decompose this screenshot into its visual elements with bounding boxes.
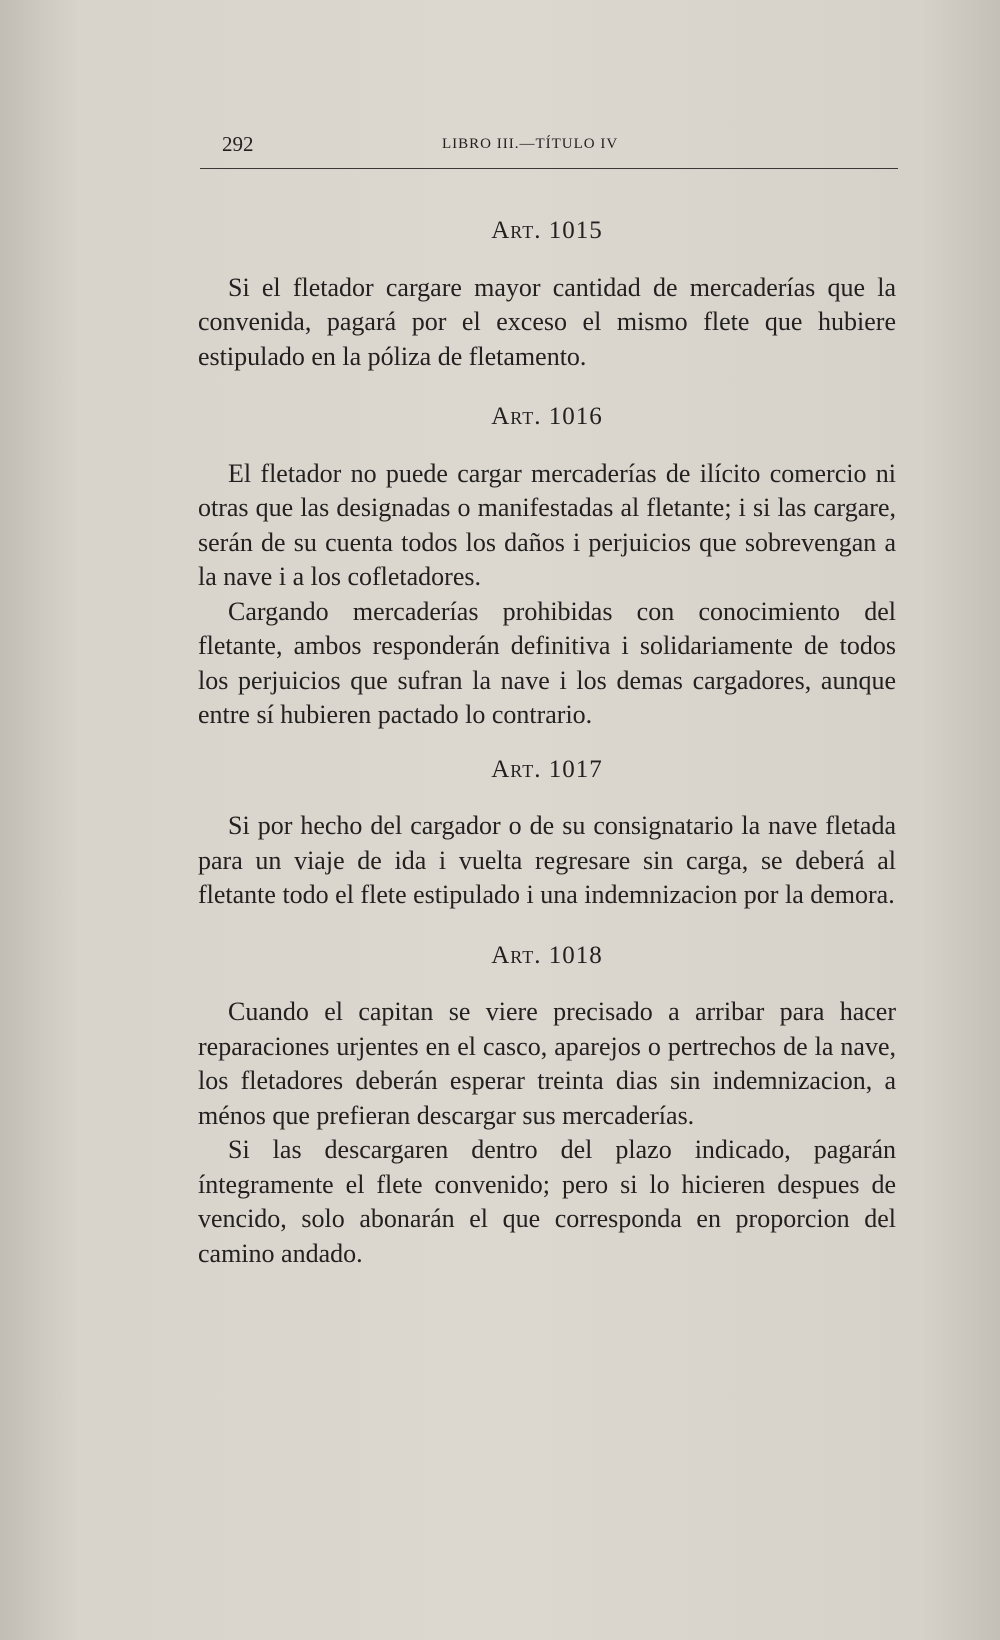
article-heading: Art. 1015 bbox=[491, 217, 603, 244]
article-paragraph: Si las descargaren dentro del plazo indicado, pagarán íntegramente el flete convenido; pero si lo hicieren despues de vencido, solo abonarán el que corresponda en proporcion del camino andado. bbox=[198, 1135, 896, 1268]
article-heading: Art. 1017 bbox=[491, 755, 603, 783]
article-paragraph: Si el fletador cargare mayor cantidad de mercaderías que la convenida, pagará por el exceso el mismo flete que hubiere estipulado en la póliza de fletamento. bbox=[198, 272, 896, 371]
article-paragraph: Cuando el capitan se viere precisado a arribar para hacer reparaciones urjentes en el casco, aparejos o pertrechos de la nave, los fletadores deberán esperar treinta dias sin indemnizacion, a ménos que prefieran descargar sus mercaderías. bbox=[198, 997, 896, 1130]
article-heading: Art. 1016 bbox=[491, 403, 603, 430]
page-body bbox=[198, 214, 896, 1271]
article-paragraph: Cargando mercaderías prohibidas con conocimiento del fletante, ambos responderán definitiva i solidariamente de todos los perjuicios que sufran la nave i los demas cargadores, aunque entre sí hubieren pactado lo contrario. bbox=[198, 596, 896, 729]
article-paragraph: Si por hecho del cargador o de su consignatario la nave fletada para un viaje de ida i vuelta regresare sin carga, se deberá al fletante todo el flete estipulado i una indemnizacion por la demora. bbox=[198, 811, 896, 909]
article-paragraph: El fletador no puede cargar mercaderías de ilícito comercio ni otras que las designadas o manifestadas al fletante; i si las cargare, serán de su cuenta todos los daños i perjuicios que sobrevengan a la nave i a los cofletadores. bbox=[198, 458, 896, 591]
page-header bbox=[200, 132, 898, 169]
article-1015 bbox=[198, 214, 896, 374]
article-1018 bbox=[198, 939, 896, 1272]
article-1016 bbox=[198, 400, 896, 733]
running-head: LIBRO III.—TÍTULO IV bbox=[442, 136, 619, 152]
article-1017 bbox=[198, 753, 896, 913]
article-heading: Art. 1018 bbox=[491, 941, 603, 969]
page-number: 292 bbox=[222, 132, 254, 156]
